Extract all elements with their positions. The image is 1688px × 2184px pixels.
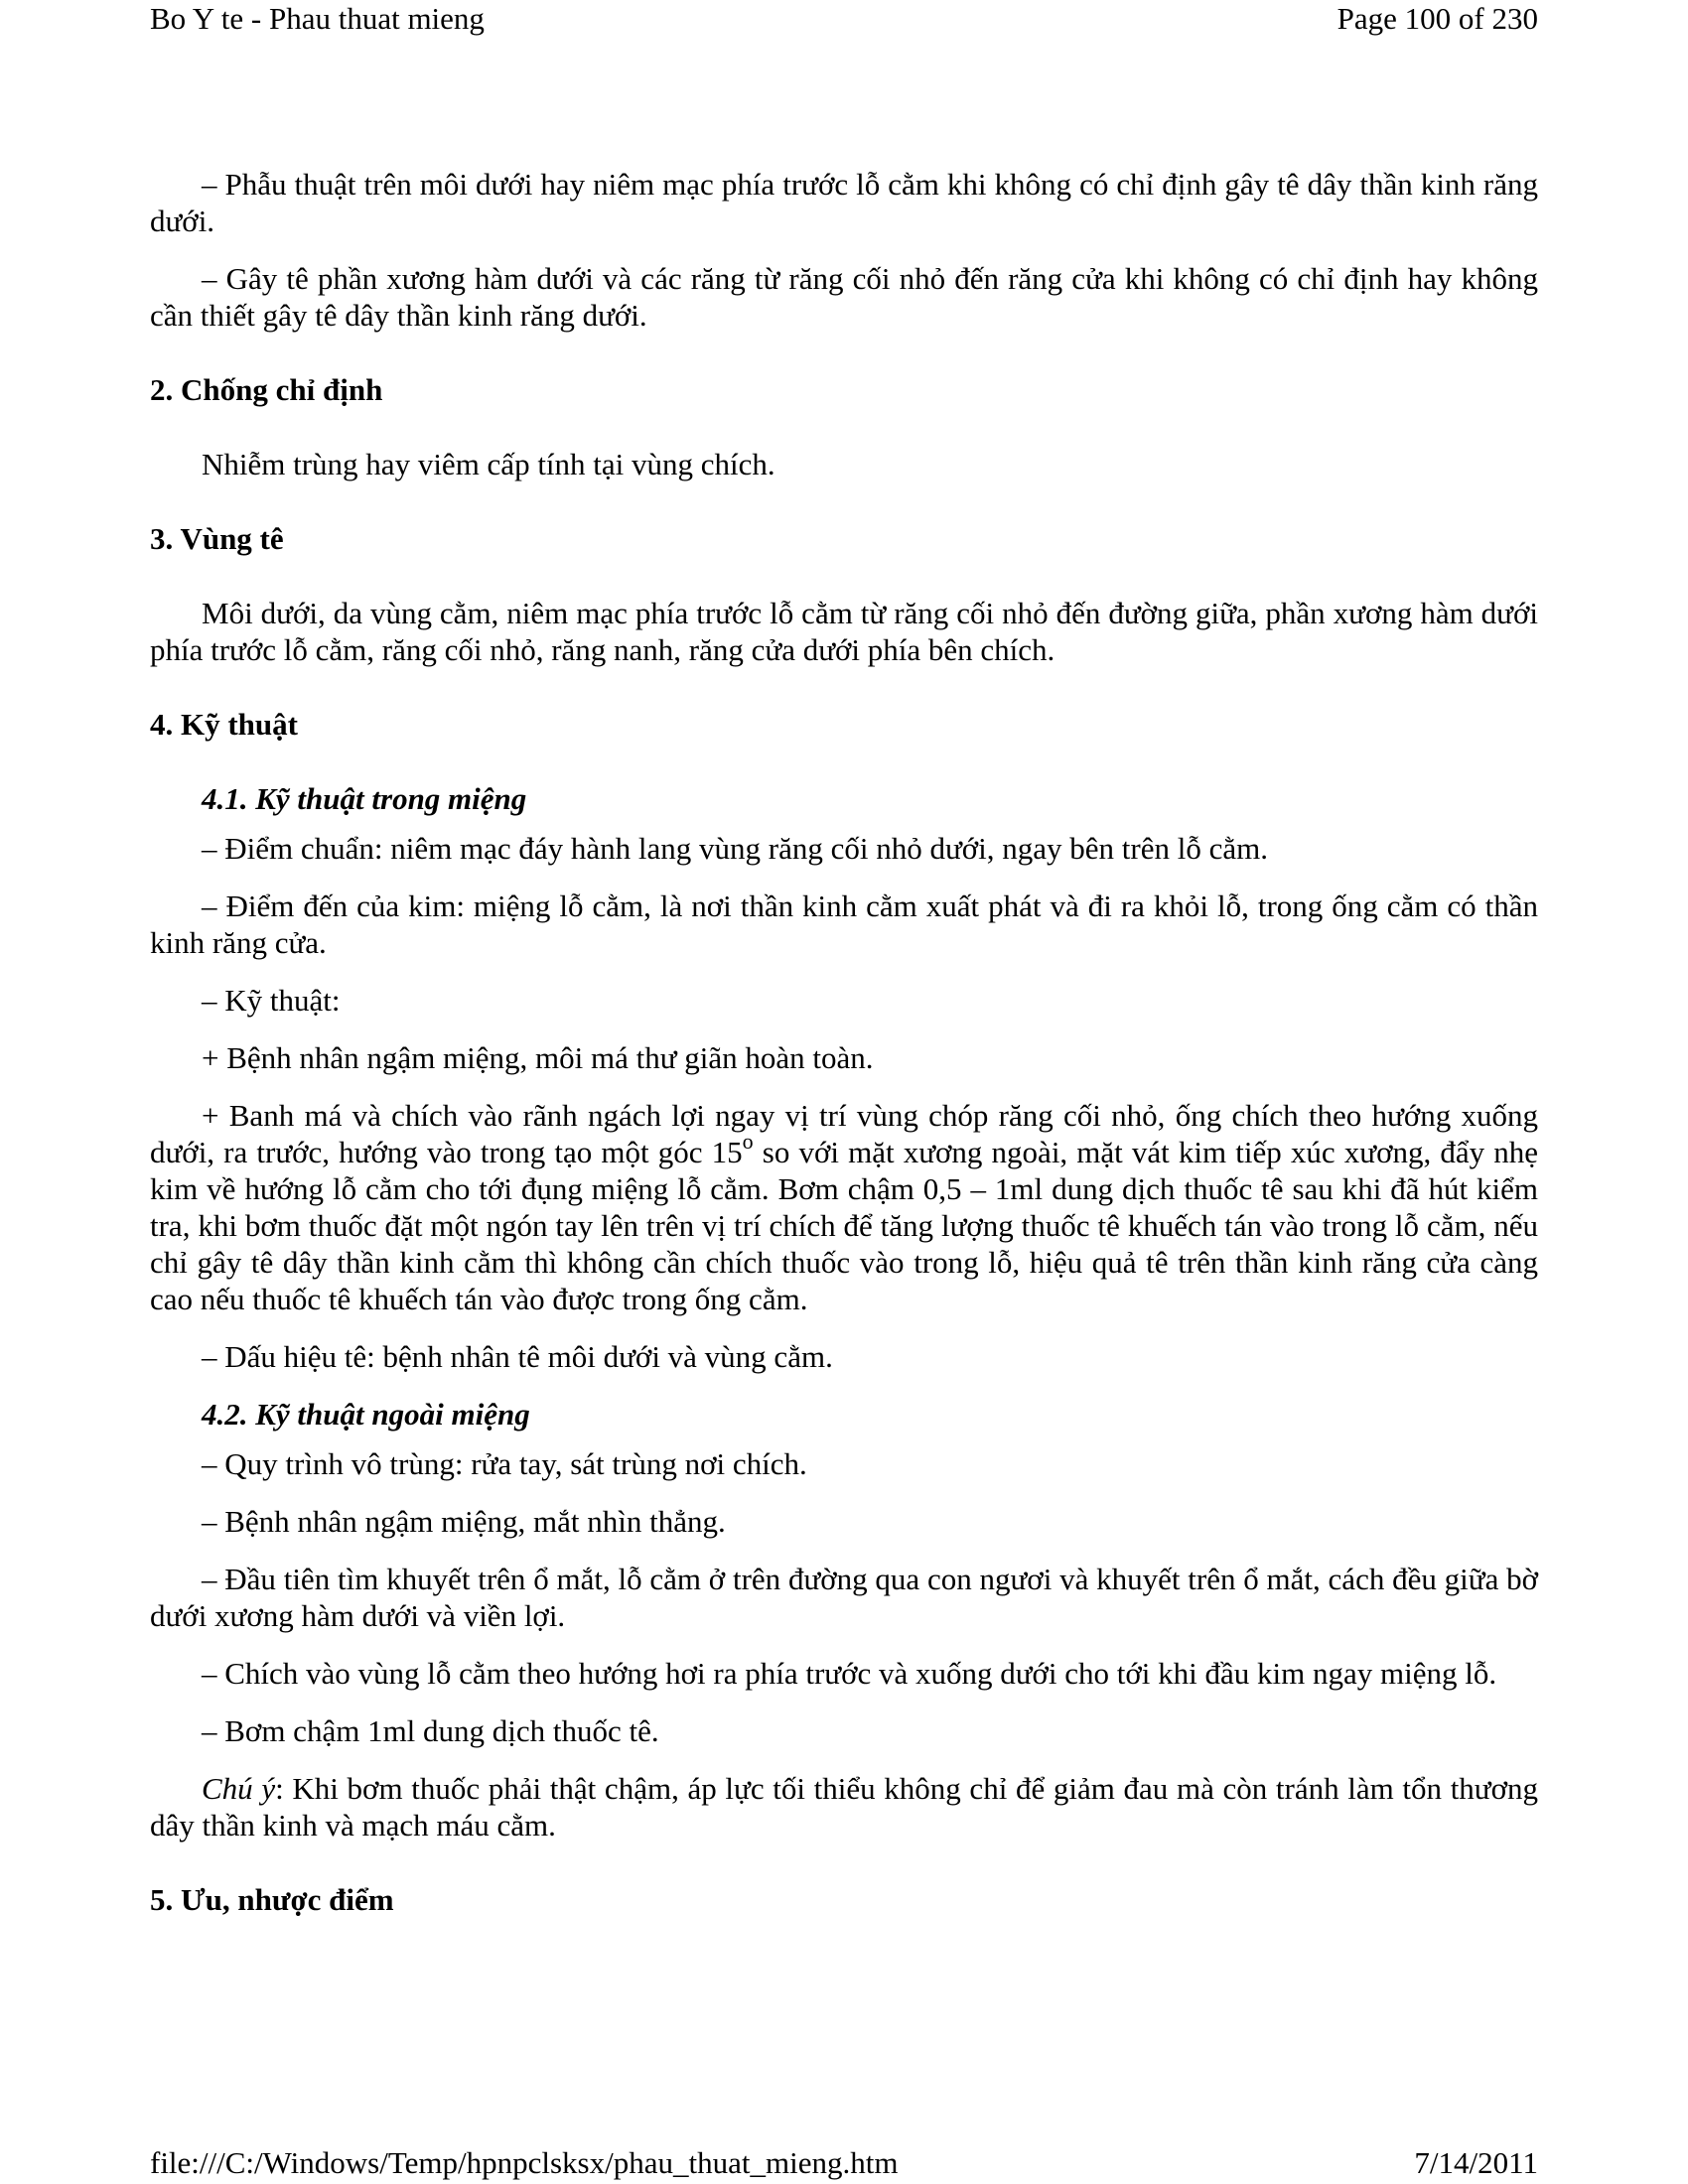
paragraph: – Kỹ thuật: (202, 983, 341, 1018)
paragraph: – Gây tê phần xương hàm dưới và các răng từ răng cối nhỏ đến răng cửa khi không có chỉ định hay không cần thiết gây tê dây thần kinh răng dưới. (150, 261, 1538, 333)
paragraph (150, 1097, 1538, 1317)
paragraph: – Bệnh nhân ngậm miệng, mắt nhìn thẳng. (202, 1504, 726, 1539)
subsection-heading-4-2: 4.2. Kỹ thuật ngoài miệng (202, 1397, 530, 1432)
section-heading-5: 5. Ưu, nhược điểm (150, 1882, 394, 1917)
note-text: : Khi bơm thuốc phải thật chậm, áp lực tối thiểu không chỉ để giảm đau mà còn tránh làm tổn thương dây thần kinh và mạch máu cằm. (150, 1771, 1539, 1843)
note-label: Chú ý (202, 1771, 276, 1806)
paragraph: – Điểm chuẩn: niêm mạc đáy hành lang vùng răng cối nhỏ dưới, ngay bên trên lỗ cằm. (202, 831, 1268, 866)
paragraph: – Đầu tiên tìm khuyết trên ổ mắt, lỗ cằm ở trên đường qua con ngươi và khuyết trên ổ mắt, cách đều giữa bờ dưới xương hàm dưới và viền lợi. (150, 1562, 1538, 1633)
paragraph-text: + Banh má và chích vào rãnh ngách lợi ngay vị trí vùng chóp răng cối nhỏ, ống chích theo hướng xuống dưới, ra trước, hướng vào trong tạo một góc 15 (150, 1098, 1538, 1169)
paragraph: + Bệnh nhân ngậm miệng, môi má thư giãn hoàn toàn. (202, 1040, 874, 1075)
page-header-page-number: Page 100 of 230 (1336, 1, 1538, 36)
paragraph: – Dấu hiệu tê: bệnh nhân tê môi dưới và vùng cằm. (202, 1339, 833, 1374)
section-heading-4: 4. Kỹ thuật (150, 707, 298, 742)
paragraph: – Điểm đến của kim: miệng lỗ cằm, là nơi thần kinh cằm xuất phát và đi ra khỏi lỗ, trong ống cằm có thần kinh răng cửa. (150, 888, 1538, 960)
paragraph: Môi dưới, da vùng cằm, niêm mạc phía trước lỗ cằm từ răng cối nhỏ đến đường giữa, phần xương hàm dưới phía trước lỗ cằm, răng cối nhỏ, răng nanh, răng cửa dưới phía bên chích. (150, 596, 1538, 667)
note-paragraph (150, 1770, 1538, 1843)
section-heading-3: 3. Vùng tê (150, 521, 284, 556)
document-body (150, 166, 1538, 1956)
paragraph: – Chích vào vùng lỗ cằm theo hướng hơi ra phía trước và xuống dưới cho tới khi đầu kim ngay miệng lỗ. (202, 1656, 1497, 1691)
paragraph: – Quy trình vô trùng: rửa tay, sát trùng nơi chích. (202, 1446, 807, 1481)
degree-superscript: o (742, 1128, 754, 1154)
paragraph: Nhiễm trùng hay viêm cấp tính tại vùng chích. (202, 447, 775, 481)
paragraph-text: so với mặt xương ngoài, mặt vát kim tiếp xúc xương, đẩy nhẹ kim về hướng lỗ cằm cho tới đụng miệng lỗ cằm. Bơm chậm 0,5 – 1ml dung dịch thuốc tê sau khi đã hút kiểm tra, khi bơm thuốc đặt một ngón tay lên trên vị trí chích để tăng lượng thuốc tê khuếch tán vào trong lỗ cằm, nếu chỉ gây tê dây thần kinh cằm thì không cần chích thuốc vào trong lỗ, hiệu quả tê trên thần kinh răng cửa càng cao nếu thuốc tê khuếch tán vào được trong ống cằm. (150, 1135, 1538, 1316)
paragraph: – Bơm chậm 1ml dung dịch thuốc tê. (202, 1713, 659, 1748)
paragraph: – Phẫu thuật trên môi dưới hay niêm mạc phía trước lỗ cằm khi không có chỉ định gây tê dây thần kinh răng dưới. (150, 167, 1538, 238)
page-header-title: Bo Y te - Phau thuat mieng (150, 1, 485, 36)
page-footer-url: file:///C:/Windows/Temp/hpnpclsksx/phau_thuat_mieng.htm (150, 2145, 899, 2180)
page-footer-date: 7/14/2011 (1414, 2145, 1538, 2180)
section-heading-2: 2. Chống chỉ định (150, 372, 383, 407)
subsection-heading-4-1: 4.1. Kỹ thuật trong miệng (202, 781, 527, 816)
